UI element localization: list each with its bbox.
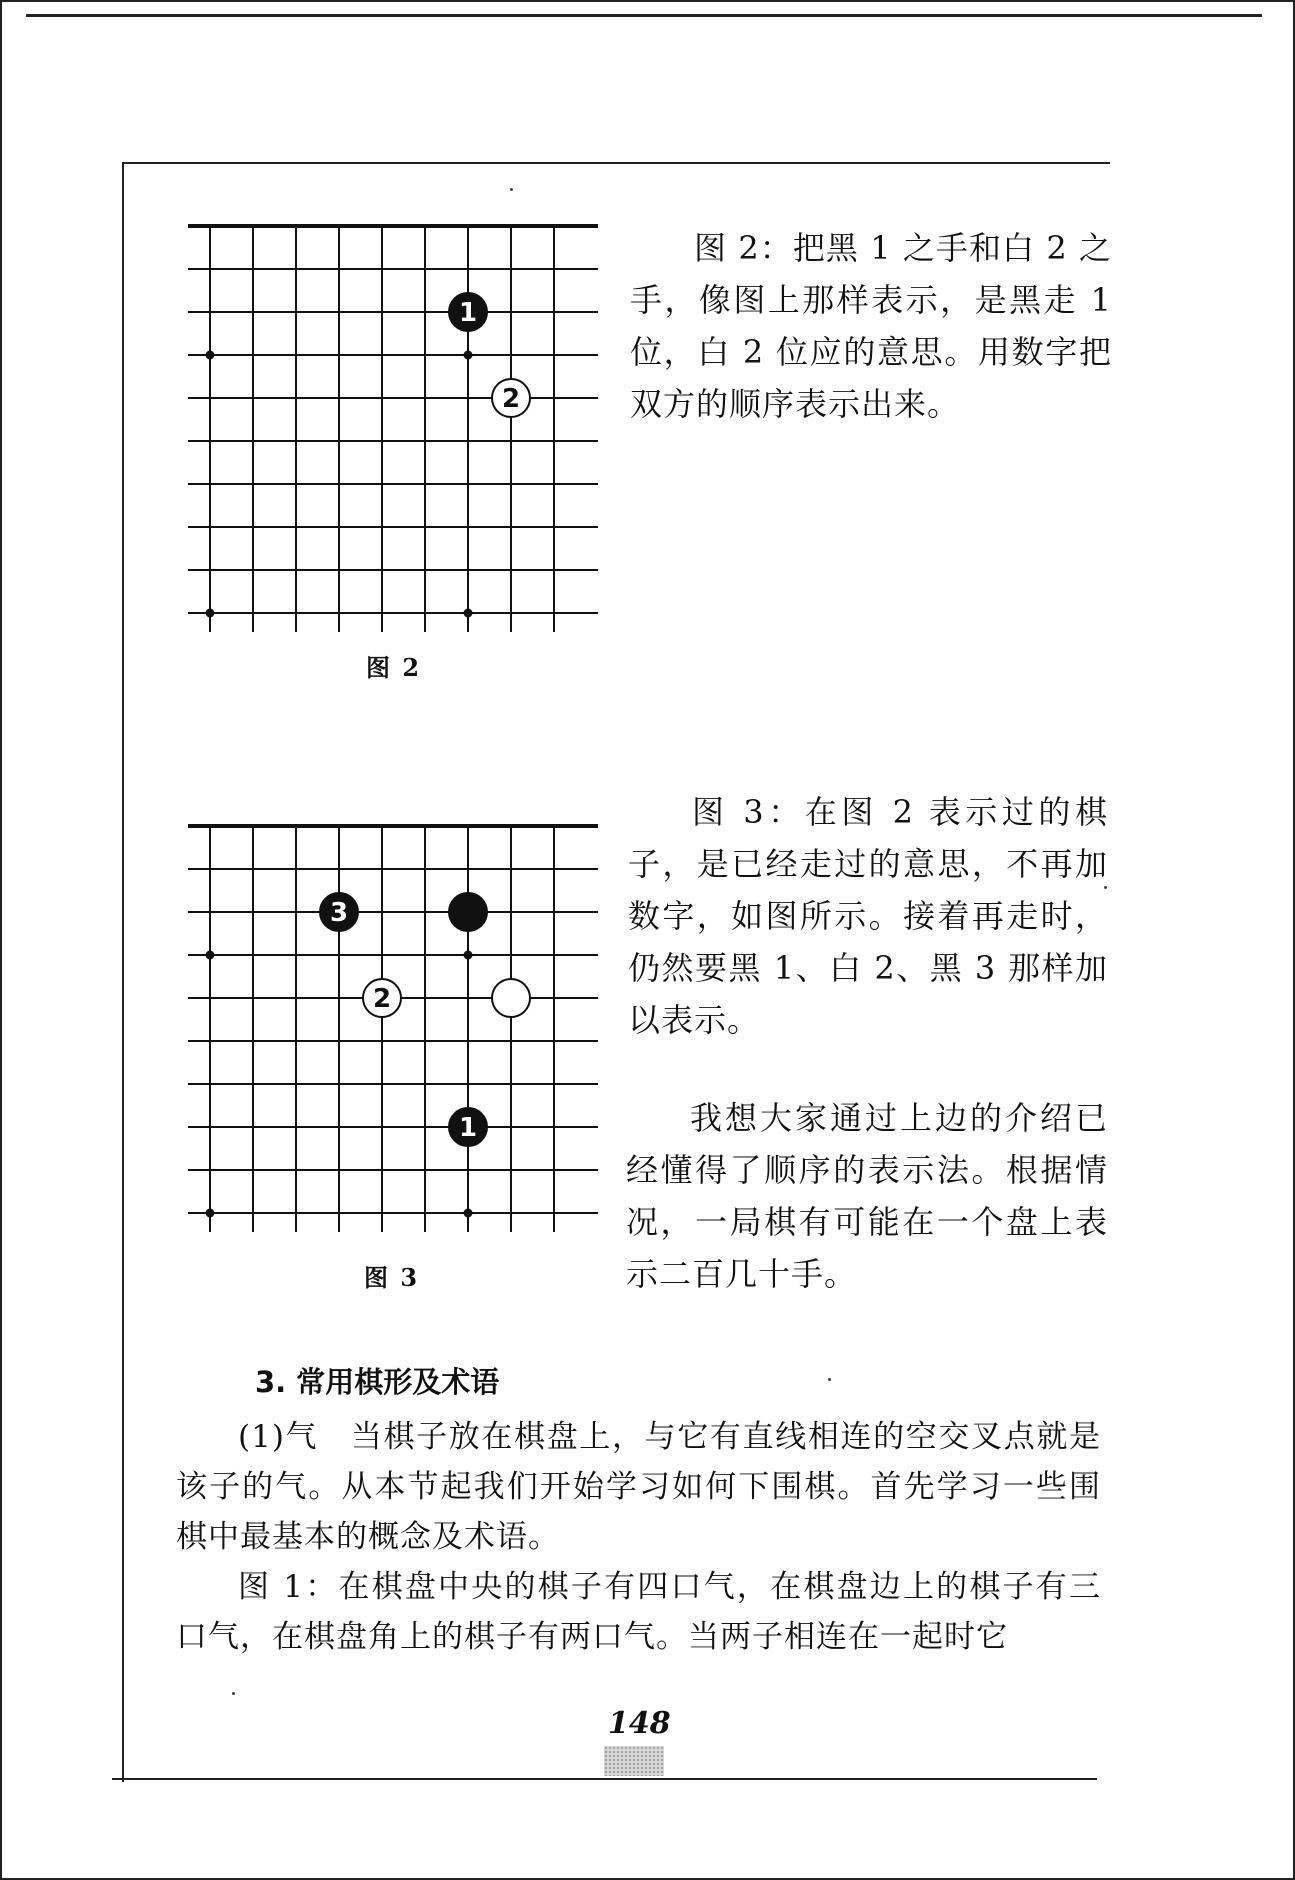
scan-speck bbox=[828, 1378, 831, 1381]
figure-2-caption: 图 2 bbox=[366, 653, 422, 682]
white-stone bbox=[363, 979, 401, 1017]
top-rule bbox=[26, 14, 1262, 17]
scan-speck bbox=[1104, 886, 1107, 889]
star-point bbox=[206, 351, 215, 360]
white-stone bbox=[492, 379, 530, 417]
black-stone bbox=[449, 893, 487, 931]
star-point bbox=[206, 951, 215, 960]
star-point bbox=[206, 1209, 215, 1218]
svg-text:1: 1 bbox=[458, 1113, 478, 1143]
scan-speck bbox=[510, 188, 513, 191]
figure-1-paragraph: 图 1：在棋盘中央的棋子有四口气，在棋盘边上的棋子有三口气，在棋盘角上的棋子有两口气。当两子相连在一起时它 bbox=[176, 1569, 1101, 1655]
svg-text:3: 3 bbox=[329, 898, 349, 928]
svg-text:2: 2 bbox=[372, 984, 392, 1014]
star-point bbox=[464, 351, 473, 360]
star-point bbox=[464, 609, 473, 618]
star-point bbox=[464, 951, 473, 960]
notation-summary: 我想大家通过上边的介绍已经懂得了顺序的表示法。根据情况，一局棋有可能在一个盘上表示二百几十手。 bbox=[626, 1099, 1108, 1293]
figure-2-description: 图 2：把黑 1 之手和白 2 之手，像图上那样表示，是黑走 1 位，白 2 位应的意思。用数字把双方的顺序表示出来。 bbox=[630, 229, 1112, 423]
liberty-paragraph: (1)气 当棋子放在棋盘上，与它有直线相连的空交叉点就是该子的气。从本节起我们开始学习如何下围棋。首先学习一些围棋中最基本的概念及术语。 bbox=[176, 1419, 1101, 1555]
star-point bbox=[464, 1209, 473, 1218]
svg-text:2: 2 bbox=[501, 384, 521, 414]
scan-halftone-mark bbox=[604, 1746, 664, 1776]
white-stone bbox=[492, 979, 530, 1017]
figure-3-caption: 图 3 bbox=[364, 1263, 420, 1292]
scan-speck bbox=[232, 1692, 235, 1695]
page-top-border bbox=[124, 162, 1110, 164]
svg-text:1: 1 bbox=[458, 298, 478, 328]
star-point bbox=[206, 609, 215, 618]
figure-3-description: 图 3：在图 2 表示过的棋子，是已经走过的意思，不再加数字，如图所示。接着再走时，仍然要黑 1、白 2、黑 3 那样加以表示。 bbox=[628, 793, 1108, 1039]
black-stone bbox=[449, 293, 487, 331]
go-board-figure-2 bbox=[188, 222, 608, 632]
page-number: 148 bbox=[608, 1706, 671, 1741]
page-bottom-border bbox=[112, 1778, 1097, 1780]
section-heading: 3. 常用棋形及术语 bbox=[255, 1365, 500, 1399]
black-stone bbox=[449, 1108, 487, 1146]
black-stone bbox=[320, 893, 358, 931]
go-board-figure-3 bbox=[188, 822, 608, 1232]
